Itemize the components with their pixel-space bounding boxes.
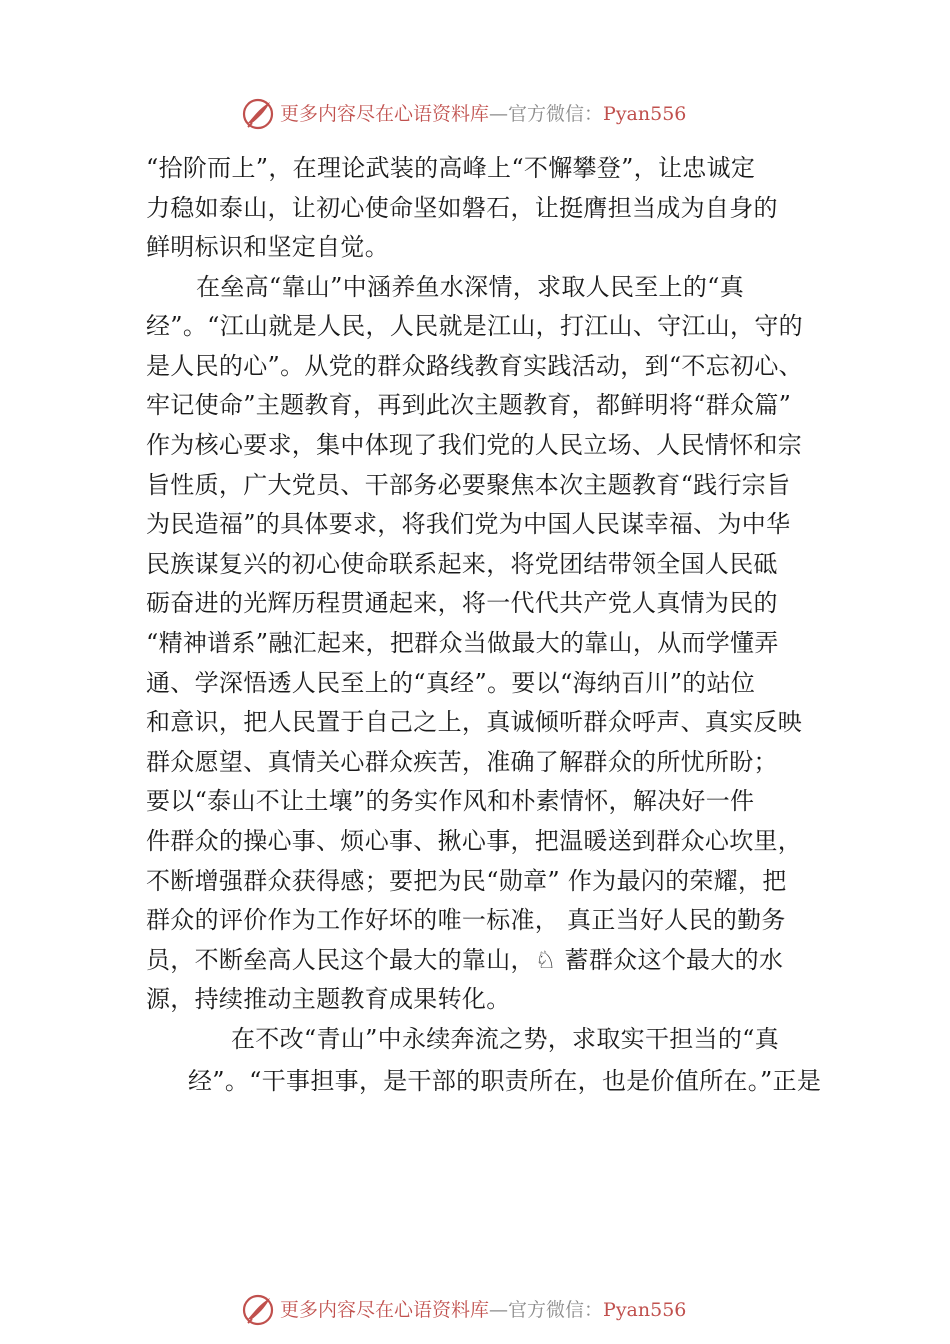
text-line: 鲜明标识和坚定自觉。 xyxy=(146,233,389,261)
text-line: 经”。“江山就是人民，人民就是江山，打江山、守江山，守的 xyxy=(146,312,803,340)
text-line: 为民造福”的具体要求，将我们党为中国人民谋幸福、为中华 xyxy=(146,510,791,538)
banner-wechat-id: Pyan556 xyxy=(603,103,687,125)
text-line: 经”。“干事担事，是干部的职责所在，也是价值所在。”正是 xyxy=(188,1067,822,1095)
banner-dash: — xyxy=(489,103,509,125)
text-line: 力稳如泰山，让初心使命坚如磐石，让挺膺担当成为自身的 xyxy=(146,194,778,222)
text-line: 源，持续推动主题教育成果转化。 xyxy=(146,985,511,1013)
text-line: 在垒高“靠山”中涵养鱼水深情，求取人民至上的“真 xyxy=(196,273,745,301)
text-line: “拾阶而上”，在理论武装的高峰上“不懈攀登”，让忠诚定 xyxy=(146,154,756,182)
banner-wechat-id: Pyan556 xyxy=(603,1299,687,1321)
text-line: “精神谱系”融汇起来，把群众当做最大的靠山，从而学懂弄 xyxy=(146,629,779,657)
text-line: 作为核心要求，集中体现了我们党的人民立场、人民情怀和宗 xyxy=(146,431,803,459)
banner-brand: 更多内容尽在心语资料库 xyxy=(280,103,490,125)
text-line: 旨性质，广大党员、干部务必要聚焦本次主题教育“践行宗旨 xyxy=(146,471,791,499)
banner-brand: 更多内容尽在心语资料库 xyxy=(280,1299,490,1321)
text-line: 民族谋复兴的初心使命联系起来，将党团结带领全国人民砥 xyxy=(146,550,778,578)
footer-banner xyxy=(0,1290,950,1330)
banner-wechat-label: 官方微信： xyxy=(508,103,604,125)
text-line: 是人民的心”。从党的群众路线教育实践活动，到“不忘初心、 xyxy=(146,352,803,380)
text-line: 群众愿望、真情关心群众疾苦，准确了解群众的所忧所盼； xyxy=(146,748,778,776)
banner-dash: — xyxy=(489,1299,509,1321)
text-line: 在不改“青山”中永续奔流之势，求取实干担当的“真 xyxy=(231,1025,780,1053)
text-line: 通、学深悟透人民至上的“真经”。要以“海纳百川”的站位 xyxy=(146,669,756,697)
text-line: 牢记使命”主题教育，再到此次主题教育，都鲜明将“群众篇” xyxy=(146,391,792,419)
text-line: 要以“泰山不让土壤”的务实作风和朴素情怀，解决好一件 xyxy=(146,787,755,815)
quill-logo-icon xyxy=(240,1292,276,1328)
text-line: 员，不断垒高人民这个最大的靠山，♘ 蓄群众这个最大的水 xyxy=(146,946,784,974)
text-line: 群众的评价作为工作好坏的唯一标准， 真正当好人民的勤务 xyxy=(146,906,786,934)
text-line: 和意识，把人民置于自己之上，真诚倾听群众呼声、真实反映 xyxy=(146,708,803,736)
text-line: 不断增强群众获得感；要把为民“勋章” 作为最闪的荣耀，把 xyxy=(146,867,787,895)
banner-wechat-label: 官方微信： xyxy=(508,1299,604,1321)
banner-text xyxy=(280,1297,686,1323)
text-line: 砺奋进的光辉历程贯通起来，将一代代共产党人真情为民的 xyxy=(146,589,778,617)
text-line: 件群众的操心事、烦心事、揪心事，把温暖送到群众心坎里， xyxy=(146,827,803,855)
